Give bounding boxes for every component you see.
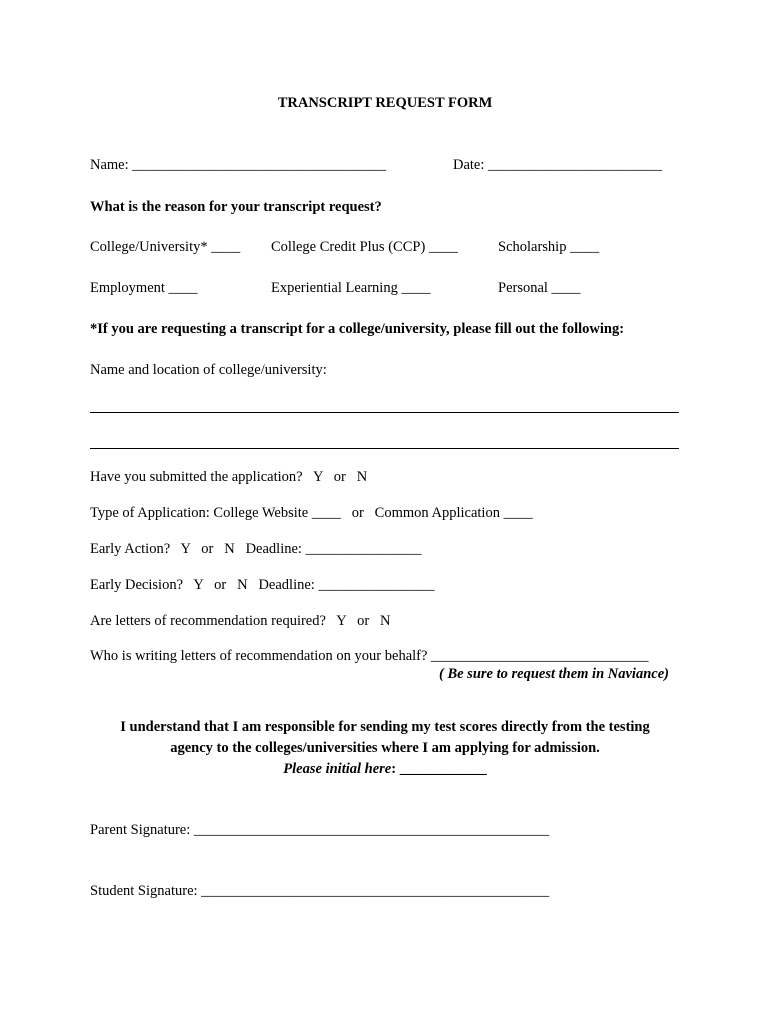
early-decision-question[interactable]: Early Decision? Y or N Deadline: ________________ bbox=[90, 577, 435, 593]
reason-scholarship-option[interactable]: Scholarship ____ bbox=[498, 239, 600, 255]
reason-employment-option[interactable]: Employment ____ bbox=[90, 280, 198, 296]
name-location-label: Name and location of college/university: bbox=[90, 362, 327, 378]
responsibility-statement-line-1: I understand that I am responsible for sending my test scores directly from the testing bbox=[120, 719, 650, 735]
parent-signature-field[interactable]: Parent Signature: _________________________________________________ bbox=[90, 822, 550, 838]
reason-personal-option[interactable]: Personal ____ bbox=[498, 280, 581, 296]
letters-writer-field[interactable]: Who is writing letters of recommendation on your behalf? ______________________________ bbox=[90, 648, 649, 664]
application-type-question[interactable]: Type of Application: College Website ____ or Common Application ____ bbox=[90, 505, 533, 521]
name-location-line-2[interactable] bbox=[90, 448, 679, 449]
initial-blank[interactable]: : ____________ bbox=[391, 761, 487, 777]
name-field[interactable]: Name: ___________________________________ bbox=[90, 157, 387, 173]
reason-question: What is the reason for your transcript request? bbox=[90, 199, 382, 215]
responsibility-statement-line-2: agency to the colleges/universities where I am applying for admission. bbox=[170, 740, 600, 756]
initial-field[interactable] bbox=[0, 760, 770, 778]
early-action-question[interactable]: Early Action? Y or N Deadline: ________________ bbox=[90, 541, 422, 557]
student-signature-field[interactable]: Student Signature: ________________________________________________ bbox=[90, 883, 550, 899]
form-title: TRANSCRIPT REQUEST FORM bbox=[277, 95, 493, 111]
reason-ccp-option[interactable]: College Credit Plus (CCP) ____ bbox=[271, 239, 458, 255]
naviance-note: ( Be sure to request them in Naviance) bbox=[439, 666, 669, 682]
letters-required-question[interactable]: Are letters of recommendation required? Y or N bbox=[90, 613, 391, 629]
name-location-line-1[interactable] bbox=[90, 412, 679, 413]
date-field[interactable]: Date: ________________________ bbox=[453, 157, 663, 173]
reason-college-option[interactable]: College/University* ____ bbox=[90, 239, 241, 255]
initial-label: Please initial here bbox=[283, 761, 392, 777]
reason-experiential-option[interactable]: Experiential Learning ____ bbox=[271, 280, 431, 296]
college-note: *If you are requesting a transcript for a college/university, please fill out the following: bbox=[90, 321, 625, 337]
application-submitted-question[interactable]: Have you submitted the application? Y or N bbox=[90, 469, 368, 485]
